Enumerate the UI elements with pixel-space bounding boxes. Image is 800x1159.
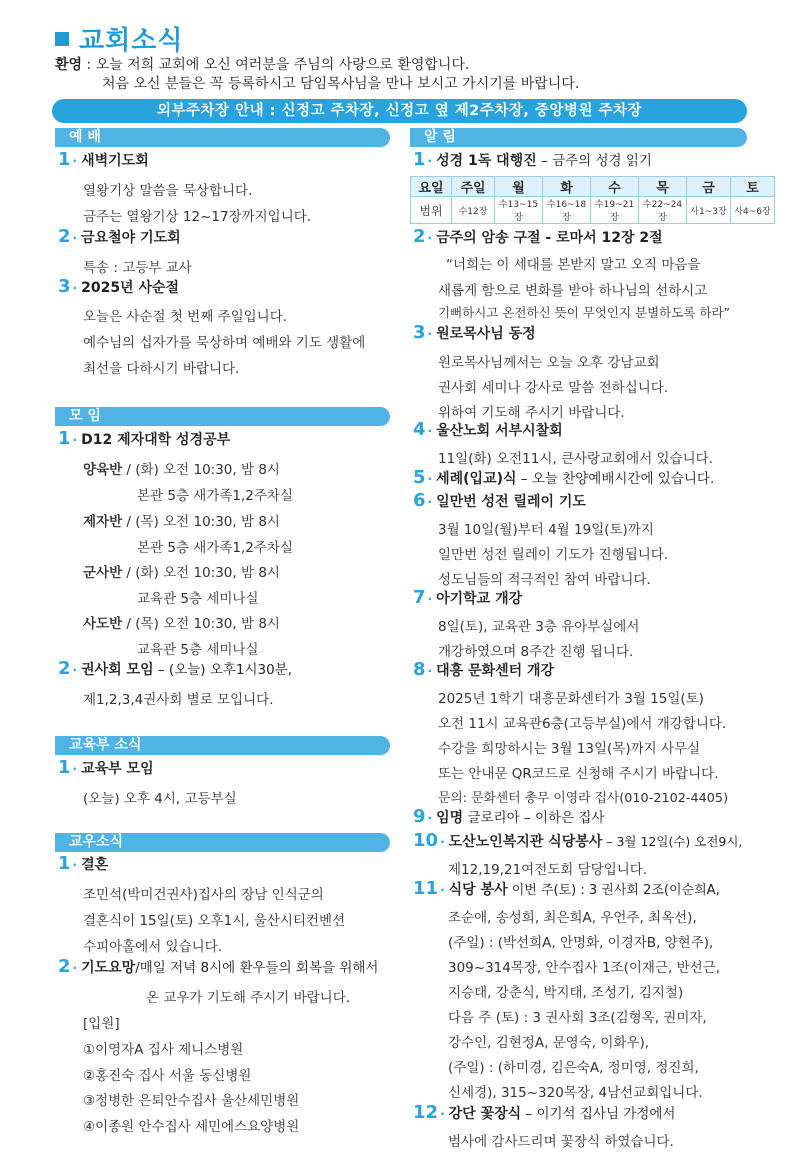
- range-cell: 사4~6장: [731, 197, 775, 224]
- item-rest: 글로리아 – 이하은 집사: [463, 810, 605, 826]
- item-rest: – 금주의 성경 읽기: [536, 153, 652, 169]
- item-title: 교육부 모임: [81, 761, 154, 777]
- worship-item-3: 3 · 2025년 사순절: [58, 276, 180, 297]
- notice-6-line-3: 성도님들의 적극적인 참여 바랍니다.: [438, 572, 651, 588]
- notice-8-line-2: 오전 11시 교육관6층(고등부실)에서 개강합니다.: [438, 716, 727, 732]
- worship-3-line-2: 예수님의 십자가를 묵상하며 예배와 기도 생활에: [83, 335, 366, 351]
- item-title: 식당 봉사: [448, 882, 508, 898]
- item-rest: /매일 저녁 8시에 환우들의 회복을 위해서: [135, 960, 379, 976]
- day-cell: 월: [495, 177, 543, 197]
- item-title: 강단 꽃장식: [448, 1106, 522, 1122]
- notice-2-line-2: 새롭게 함으로 변화를 받아 하나님의 선하시고: [438, 283, 708, 299]
- class-sado: [83, 612, 280, 632]
- item-title: 새벽기도회: [81, 153, 149, 169]
- class-sado-place: 교육관 5층 세미나실: [137, 642, 259, 658]
- notice-8-line-3: 수강을 희망하시는 3월 13일(목)까지 사무실: [438, 741, 701, 757]
- item-title: 대흥 문화센터 개강: [436, 663, 555, 679]
- notice-12-line-2: 범사에 감사드리며 꽃장식 하였습니다.: [448, 1134, 674, 1150]
- class-yangyuk-place: 본관 5층 새가족1,2주차실: [137, 488, 294, 504]
- notice-7-line-1: 8일(토), 교육관 3층 유아부실에서: [438, 619, 640, 635]
- item-title: 결혼: [81, 857, 109, 873]
- page-title: [55, 20, 183, 57]
- notice-item-3: 3 · 원로목사님 동정: [413, 322, 536, 343]
- page-title-text: 교회소식: [79, 26, 184, 56]
- item-title: 세례(입교)식: [436, 471, 517, 487]
- notice-11-line-7: (주일) : (하미경, 김은숙A, 정미영, 정진희,: [448, 1060, 699, 1076]
- item-number: 2: [58, 658, 71, 679]
- notice-8-line-1: 2025년 1학기 대흥문화센터가 3월 15일(토): [438, 691, 704, 707]
- class-name: 군사반: [83, 565, 123, 581]
- section-worship-header: 예 배: [55, 128, 390, 147]
- notice-11-line-5: 다음 주 (토) : 3 권사회 3조(김형옥, 권미자,: [448, 1010, 707, 1026]
- notice-11-line-4: 지승태, 강춘식, 박지태, 조성기, 김지철): [448, 985, 684, 1001]
- education-item-1: 1 · 교육부 모임: [58, 757, 154, 778]
- notice-8-line-5: 문의: 문화센터 총무 이영라 집사(010-2102-4405): [438, 791, 729, 806]
- day-cell: 화: [543, 177, 591, 197]
- class-name: 양육반: [83, 462, 123, 478]
- item-title: 아기학교 개강: [436, 591, 523, 607]
- class-time: / (화) 오전 10:30, 밤 8시: [122, 462, 280, 478]
- row-label-range: 범위: [411, 197, 452, 224]
- item-title: 2025년 사순절: [81, 280, 180, 296]
- row-label-day: 요일: [411, 177, 452, 197]
- notice-3-line-2: 권사회 세미나 강사로 말씀 전하십니다.: [438, 380, 669, 396]
- day-cell: 수: [591, 177, 639, 197]
- range-cell: 수13~15장: [495, 197, 543, 224]
- item-title: D12 제자대학 성경공부: [81, 432, 231, 448]
- notice-item-8: 8 · 대흥 문화센터 개강: [413, 659, 555, 680]
- item-rest: – 3월 12일(수) 오전9시,: [602, 834, 743, 849]
- class-time: / (화) 오전 10:30, 밤 8시: [122, 565, 280, 581]
- notice-item-4: 4 · 울산노회 서부시찰회: [413, 419, 563, 440]
- members-2-line-2: 온 교우가 기도해 주시기 바랍니다.: [146, 990, 351, 1006]
- class-time: / (목) 오전 10:30, 밤 8시: [122, 514, 280, 530]
- item-title: 임명: [436, 810, 464, 826]
- section-meeting-header: 모 임: [55, 407, 390, 426]
- notice-item-5: 5 · 세례(입교)식 – 오늘 찬양예배시간에 있습니다.: [413, 467, 715, 488]
- range-cell: 수22~24장: [639, 197, 687, 224]
- item-number: 3: [58, 276, 71, 297]
- item-title: 기도요망: [81, 960, 136, 976]
- range-cell: 수19~21장: [591, 197, 639, 224]
- notice-2-line-3: 기뻐하시고 온전하신 뜻이 무엇인지 분별하도록 하라”: [438, 305, 730, 320]
- notice-item-12: 12 · 강단 꽃장식 – 이기석 집사님 가정에서: [413, 1102, 676, 1123]
- notice-11-line-2: (주일) : (박선희A, 안명화, 이경자B, 양현주),: [448, 935, 714, 951]
- section-members-header: 교우소식: [55, 833, 390, 852]
- item-title: 성경 1독 대행진: [436, 153, 537, 169]
- class-jeja-place: 본관 5층 새가족1,2주차실: [137, 540, 294, 556]
- members-item-1: 1 · 결혼: [58, 853, 109, 874]
- bible-table-day-row: [411, 177, 775, 197]
- item-rest: 이번 주(토) : 3 권사회 2조(이순희A,: [507, 883, 720, 898]
- class-time: / (목) 오전 10:30, 밤 8시: [122, 616, 280, 632]
- notice-item-1: 1 · 성경 1독 대행진 – 금주의 성경 읽기: [413, 149, 652, 170]
- day-cell: 토: [731, 177, 775, 197]
- notice-4-line-1: 11일(화) 오전11시, 큰사랑교회에서 있습니다.: [438, 451, 714, 467]
- class-name: 제자반: [83, 514, 123, 530]
- notice-3-line-3: 위하여 기도해 주시기 바랍니다.: [438, 405, 625, 421]
- notice-item-2: 2 · 금주의 암송 구절 - 로마서 12장 2절: [413, 226, 663, 247]
- worship-item-2: 2 · 금요철야 기도회: [58, 226, 181, 247]
- welcome-label: 환영: [55, 57, 83, 73]
- education-1-line-1: (오늘) 오후 4시, 고등부실: [83, 791, 237, 807]
- welcome-message: [55, 56, 579, 94]
- welcome-line-1: : 오늘 저희 교회에 오신 여러분을 주님의 사랑으로 환영합니다.: [86, 57, 470, 73]
- hospital-entry-3: ③정병한 은퇴안수집사 울산세민병원: [83, 1093, 300, 1109]
- notice-item-9: 9 · 임명 글로리아 – 이하은 집사: [413, 806, 605, 827]
- notice-item-11: 11 · 식당 봉사 이번 주(토) : 3 권사회 2조(이순희A,: [413, 878, 720, 899]
- notice-11-line-3: 309~314목장, 안수집사 1조(이재근, 반선근,: [448, 960, 720, 976]
- notice-2-line-1: “너희는 이 세대를 본받지 말고 오직 마음을: [446, 257, 701, 273]
- meeting-2-line-2: 제1,2,3,4권사회 별로 모입니다.: [83, 692, 274, 708]
- item-title: 원로목사님 동정: [436, 326, 536, 342]
- worship-item-1: 1 · 새벽기도회: [58, 149, 149, 170]
- item-title: 도산노인복지관 식당봉사: [448, 834, 603, 850]
- notice-7-line-2: 개강하였으며 8주간 진행 됩니다.: [438, 644, 634, 660]
- notice-item-7: 7 · 아기학교 개강: [413, 587, 523, 608]
- welcome-line-2: 처음 오신 분들은 꼭 등록하시고 담임목사님을 만나 보시고 가시기를 바랍니다.: [102, 76, 580, 92]
- day-cell: 주일: [452, 177, 495, 197]
- bible-reading-table: [410, 176, 775, 224]
- notice-11-line-6: 강수인, 김현정A, 문영숙, 이화우),: [448, 1035, 650, 1051]
- item-title: 금주의 암송 구절 - 로마서 12장 2절: [436, 230, 663, 246]
- notice-6-line-1: 3월 10일(월)부터 4월 19일(토)까지: [438, 522, 654, 538]
- section-notice-header: 알 림: [410, 128, 747, 147]
- class-name: 사도반: [83, 616, 123, 632]
- members-1-line-3: 수피아홀에서 있습니다.: [83, 939, 222, 955]
- item-title: 금요철야 기도회: [81, 230, 181, 246]
- day-cell: 목: [639, 177, 687, 197]
- members-item-2: 2 · 기도요망/매일 저녁 8시에 환우들의 회복을 위해서: [58, 956, 379, 977]
- item-title: 울산노회 서부시찰회: [436, 423, 563, 439]
- notice-item-6: 6 · 일만번 성전 릴레이 기도: [413, 490, 586, 511]
- worship-3-line-1: 오늘은 사순절 첫 번째 주일입니다.: [83, 309, 288, 325]
- worship-3-line-3: 최선을 다하시기 바랍니다.: [83, 361, 240, 377]
- item-number: 1: [58, 149, 71, 170]
- item-title: 권사회 모임: [81, 662, 154, 678]
- hospital-entry-2: ②홍진숙 집사 서울 동신병원: [83, 1068, 252, 1084]
- range-cell: 수12장: [452, 197, 495, 224]
- day-cell: 금: [687, 177, 731, 197]
- notice-3-line-1: 원로목사님께서는 오늘 오후 강남교회: [438, 355, 660, 371]
- parking-banner: 외부주차장 안내 : 신정고 주차장, 신정고 옆 제2주차장, 중앙병원 주차장: [52, 99, 747, 123]
- notice-item-10: 10 · 도산노인복지관 식당봉사 – 3월 12일(수) 오전9시,: [413, 830, 743, 851]
- worship-1-line-2: 금주는 열왕기상 12~17장까지입니다.: [83, 209, 312, 225]
- item-title: 일만번 성전 릴레이 기도: [436, 494, 586, 510]
- members-1-line-1: 조민석(박미건권사)집사의 장남 인식군의: [83, 887, 324, 903]
- notice-10-line-2: 제12,19,21여전도회 담당입니다.: [448, 862, 648, 878]
- bible-table-range-row: [411, 197, 775, 224]
- range-cell: 수16~18장: [543, 197, 591, 224]
- class-jeja: [83, 510, 280, 530]
- item-rest: – 이기석 집사님 가정에서: [521, 1106, 676, 1122]
- hospital-label: [입원]: [83, 1016, 120, 1032]
- item-rest: – (오늘) 오후1시30분,: [153, 662, 293, 678]
- hospital-entry-4: ④이종원 안수집사 세민에스요양병원: [83, 1119, 300, 1135]
- range-cell: 사1~3장: [687, 197, 731, 224]
- notice-11-line-8: 신세경), 315~320목장, 4남선교회입니다.: [448, 1085, 703, 1101]
- notice-6-line-2: 일만번 성전 릴레이 기도가 진행됩니다.: [438, 547, 669, 563]
- item-number: 2: [58, 226, 71, 247]
- class-gunsa: [83, 561, 280, 581]
- worship-1-line-1: 열왕기상 말씀을 묵상합니다.: [83, 183, 253, 199]
- meeting-item-2: 2 · 권사회 모임 – (오늘) 오후1시30분,: [58, 658, 293, 679]
- class-yangyuk: [83, 458, 280, 478]
- notice-11-line-1: 조순애, 송성희, 최은희A, 우언주, 최옥선),: [448, 910, 697, 926]
- item-number: 1: [58, 428, 71, 449]
- worship-2-line-1: 특송 : 고등부 교사: [83, 260, 192, 276]
- meeting-item-1: 1 · D12 제자대학 성경공부: [58, 428, 231, 449]
- class-gunsa-place: 교육관 5층 세미나실: [137, 591, 259, 607]
- title-square-icon: [55, 32, 69, 46]
- section-education-header: 교육부 소식: [55, 736, 390, 755]
- hospital-entry-1: ①이영자A 집사 제니스병원: [83, 1042, 244, 1058]
- item-rest: – 오늘 찬양예배시간에 있습니다.: [516, 471, 715, 487]
- members-1-line-2: 결혼식이 15일(토) 오후1시, 울산시티컨벤션: [83, 913, 346, 929]
- notice-8-line-4: 또는 안내문 QR코드로 신청해 주시기 바랍니다.: [438, 766, 719, 782]
